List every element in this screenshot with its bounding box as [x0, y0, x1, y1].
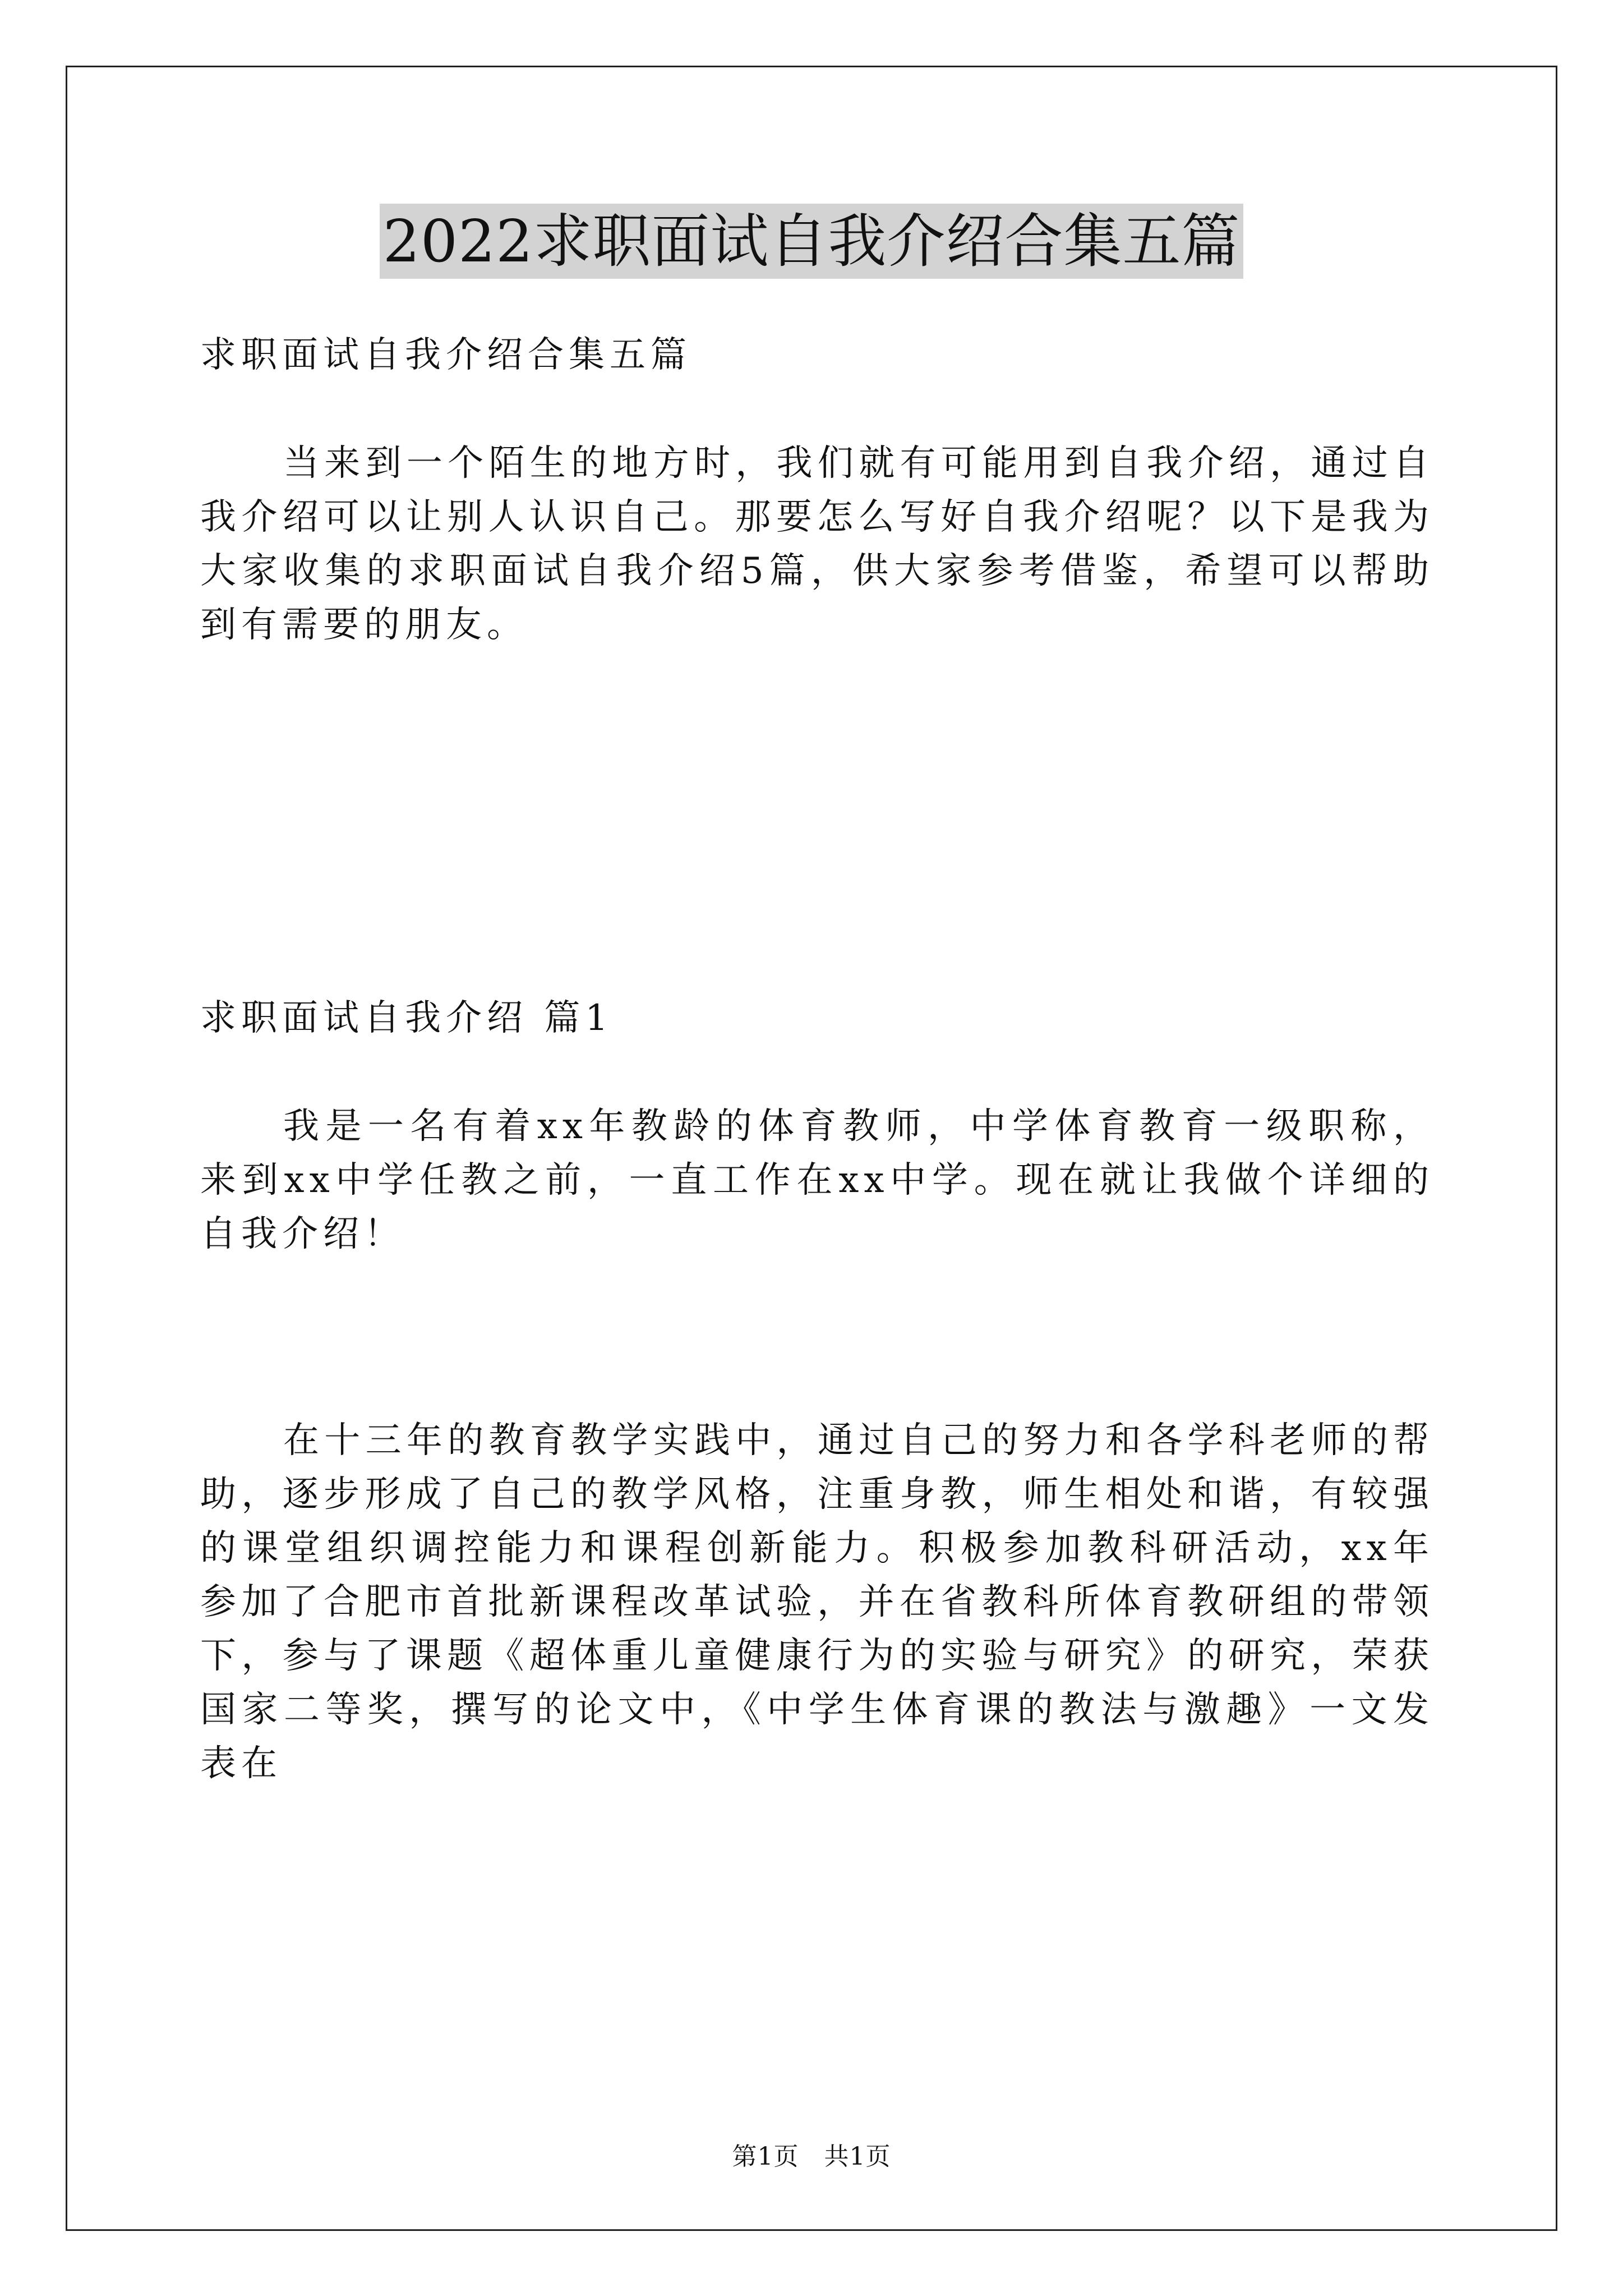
section-1-heading: 求职面试自我介绍 篇1 — [200, 997, 614, 1039]
document-title — [0, 202, 1623, 280]
document-subtitle: 求职面试自我介绍合集五篇 — [200, 334, 691, 376]
section-1-paragraph-2: 在十三年的教育教学实践中，通过自己的努力和各学科老师的帮助，逐步形成了自己的教学风格，注重身教，师生相处和谐，有较强的课堂组织调控能力和课程创新能力。积极参加教科研活动，xx年参加了合肥市首批新课程改革试验，并在省教科所体育教研组的带领下，参与了课题《超体重儿童健康行为的实验与研究》的研究，荣获国家二等奖，撰写的论文中，《中学生体育课的教法与激趣》一文发表在 — [200, 1420, 1434, 1784]
document-title-text: 2022求职面试自我介绍合集五篇 — [380, 204, 1244, 279]
page-footer: 第1页 共1页 — [732, 2142, 891, 2171]
intro-paragraph: 当来到一个陌生的地方时，我们就有可能用到自我介绍，通过自我介绍可以让别人认识自己。那要怎么写好自我介绍呢？以下是我为大家收集的求职面试自我介绍5篇，供大家参考借鉴，希望可以帮助到有需要的朋友。 — [200, 443, 1434, 646]
section-1-paragraph-1: 我是一名有着xx年教龄的体育教师，中学体育教育一级职称，来到xx中学任教之前，一直工作在xx中学。现在就让我做个详细的自我介绍！ — [200, 1106, 1434, 1255]
